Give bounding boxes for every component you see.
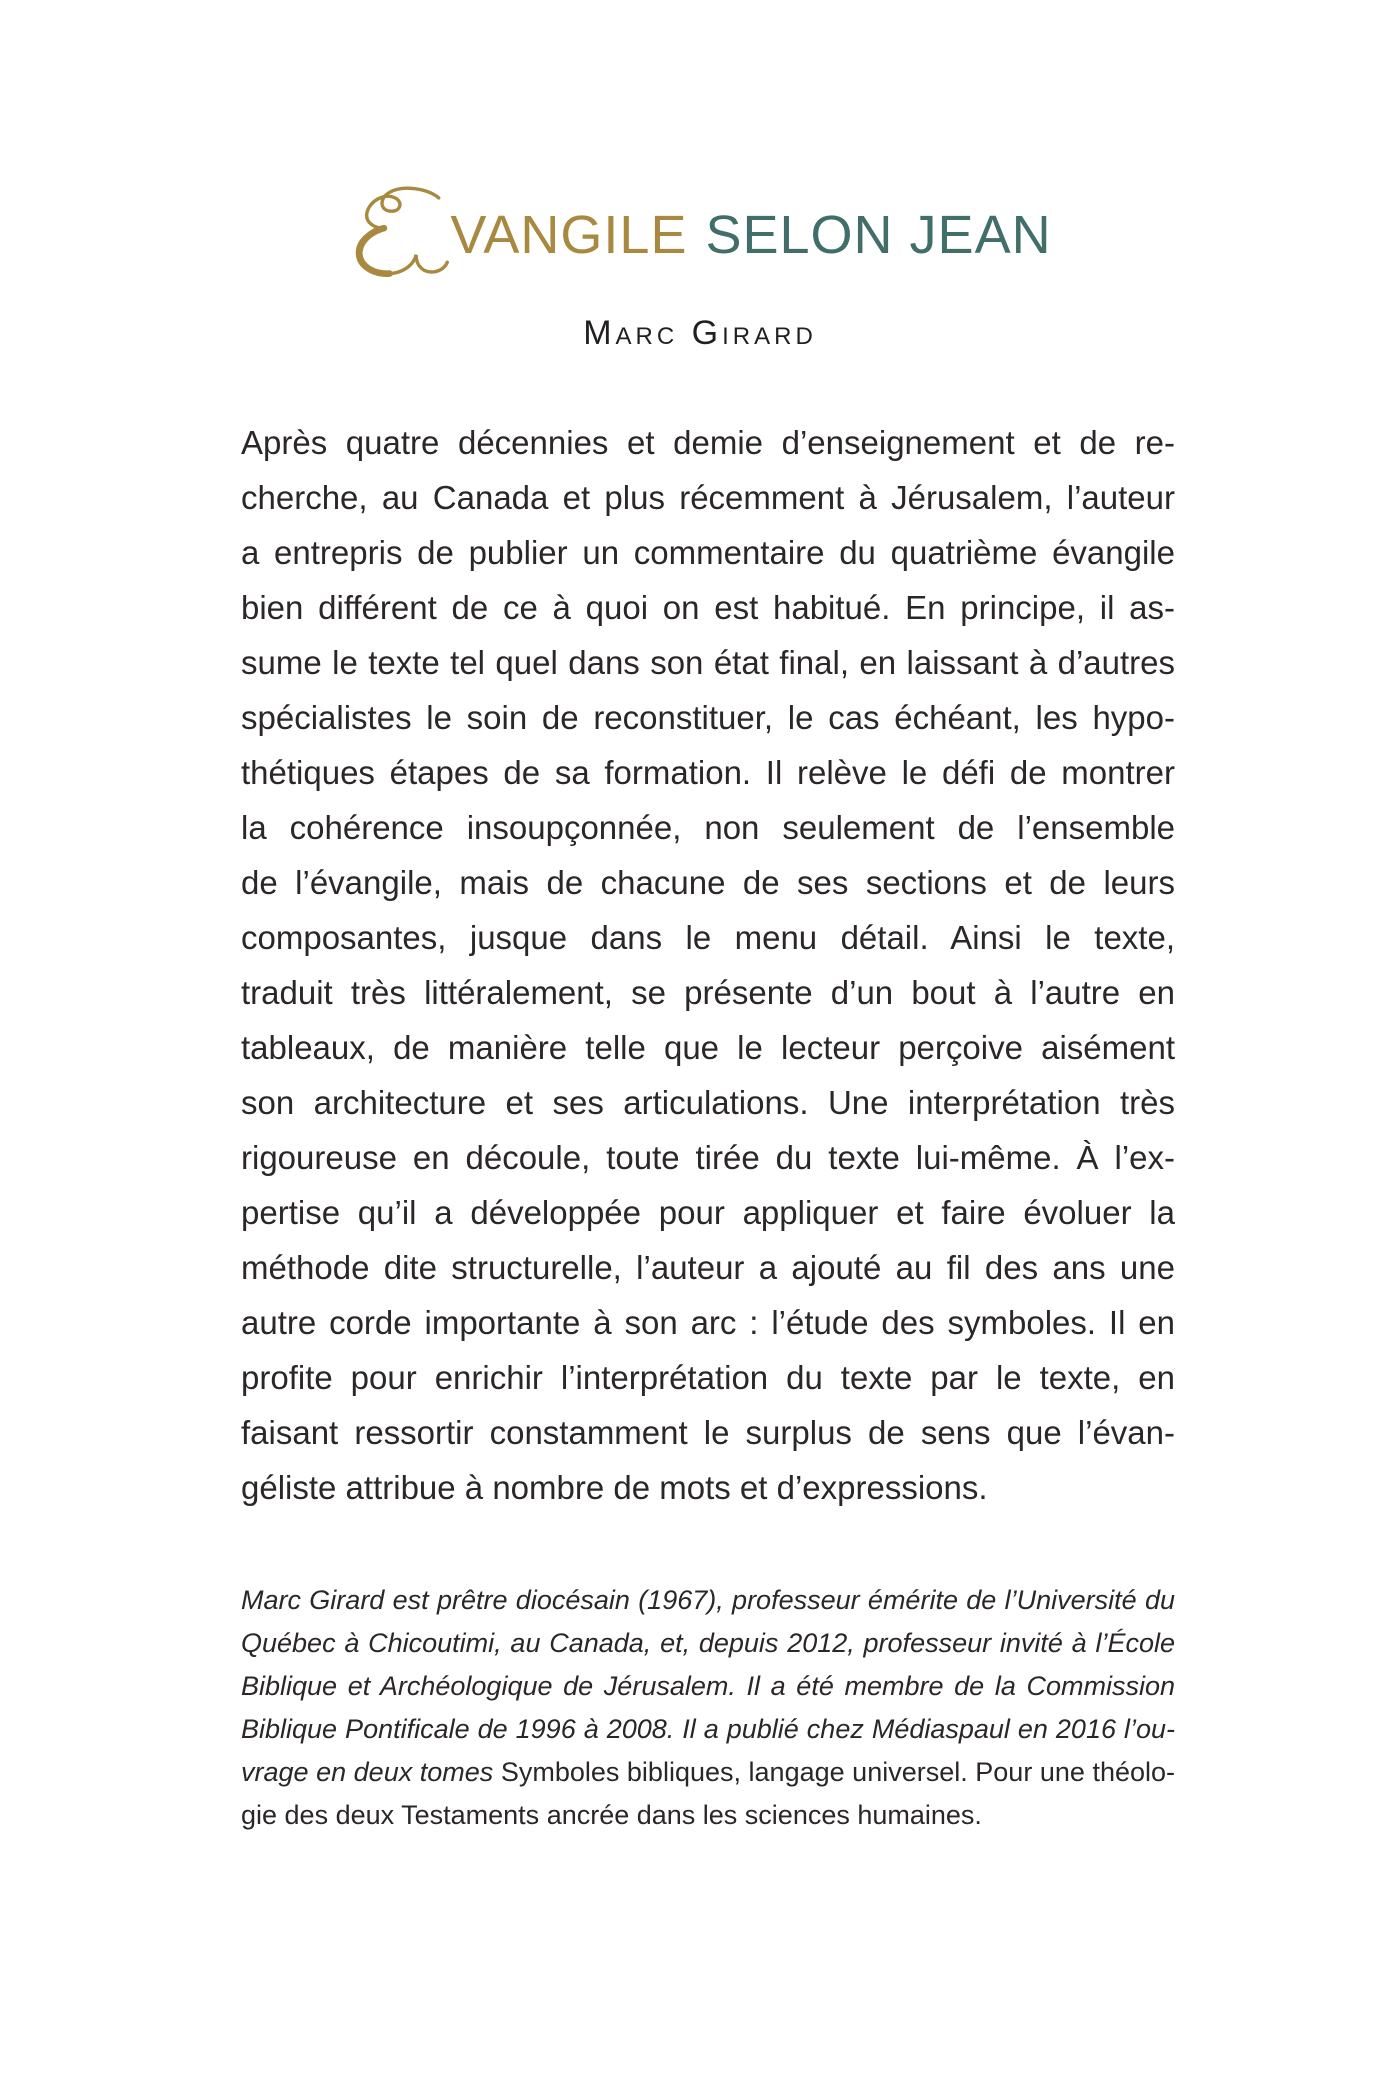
bio-line: [241, 1708, 1175, 1751]
body-line: géliste attribue à nombre de mots et d’expressions.: [241, 1469, 988, 1506]
body-line: la cohérence insoupçonnée, non seulement de l’ensemble: [241, 809, 1175, 846]
bio-line: [241, 1751, 1175, 1794]
body-line: pertise qu’il a développée pour appliquer et faire évoluer la: [241, 1194, 1175, 1231]
bio-book-title: gie des deux Testaments ancrée dans les sciences humaines.: [241, 1800, 982, 1830]
bio-line: [241, 1665, 1175, 1708]
bio-text-italic: Biblique et Archéologique de Jérusalem. Il a été membre de la Commission: [241, 1671, 1175, 1701]
bio-line: [241, 1794, 1175, 1837]
bio-line: [241, 1622, 1175, 1665]
title-word-selon-jean: SELON JEAN: [705, 205, 1052, 265]
bio-text-italic: Marc Girard est prêtre diocésain (1967), professeur émérite de l’Université du: [241, 1585, 1175, 1615]
body-line: autre corde importante à son arc : l’étude des symboles. Il en: [241, 1304, 1175, 1341]
body-line: de l’évangile, mais de chacune de ses sections et de leurs: [241, 864, 1175, 901]
body-line: méthode dite structurelle, l’auteur a ajouté au fil des ans une: [241, 1249, 1175, 1286]
book-title: [0, 186, 1400, 290]
bio-paragraph: [241, 1579, 1175, 1837]
body-line: rigoureuse en découle, toute tirée du texte lui-même. À l’ex-: [241, 1139, 1175, 1176]
author-name: Marc Girard: [583, 314, 817, 352]
bio-line: [241, 1579, 1175, 1622]
body-line: sume le texte tel quel dans son état final, en laissant à d’autres: [241, 644, 1175, 681]
body-line: faisant ressortir constamment le surplus de sens que l’évan-: [241, 1414, 1175, 1451]
bio-text-italic: Biblique Pontificale de 1996 à 2008. Il a publié chez Médiaspaul en 2016 l’ou-: [241, 1714, 1175, 1744]
bio-text-italic: vrage en deux tomes: [241, 1757, 501, 1787]
text-column: [241, 415, 1175, 1837]
ornate-initial-e: [348, 184, 452, 280]
body-line: thétiques étapes de sa formation. Il relève le défi de montrer: [241, 754, 1175, 791]
body-line: cherche, au Canada et plus récemment à Jérusalem, l’auteur: [241, 479, 1175, 516]
body-line: composantes, jusque dans le menu détail. Ainsi le texte,: [241, 919, 1175, 956]
body-line: traduit très littéralement, se présente d’un bout à l’autre en: [241, 974, 1175, 1011]
bio-book-title: Symboles bibliques, langage universel. Pour une théolo-: [500, 1757, 1176, 1787]
body-line: son architecture et ses articulations. Une interprétation très: [241, 1084, 1175, 1121]
body-line: a entrepris de publier un commentaire du quatrième évangile: [241, 534, 1175, 571]
body-line: tableaux, de manière telle que le lecteur perçoive aisément: [241, 1029, 1175, 1066]
title-block: [0, 0, 1400, 353]
body-line: Après quatre décennies et demie d’enseignement et de re-: [241, 424, 1175, 461]
bio-text-italic: Québec à Chicoutimi, au Canada, et, depuis 2012, professeur invité à l’École: [241, 1628, 1175, 1658]
body-line: profite pour enrichir l’interprétation du texte par le texte, en: [241, 1359, 1175, 1396]
body-line: bien différent de ce à quoi on est habitué. En principe, il as-: [241, 589, 1175, 626]
title-word-evangile: VANGILE: [450, 205, 688, 265]
body-line: spécialistes le soin de reconstituer, le cas échéant, les hypo-: [241, 699, 1175, 736]
body-paragraph: [241, 415, 1175, 1515]
